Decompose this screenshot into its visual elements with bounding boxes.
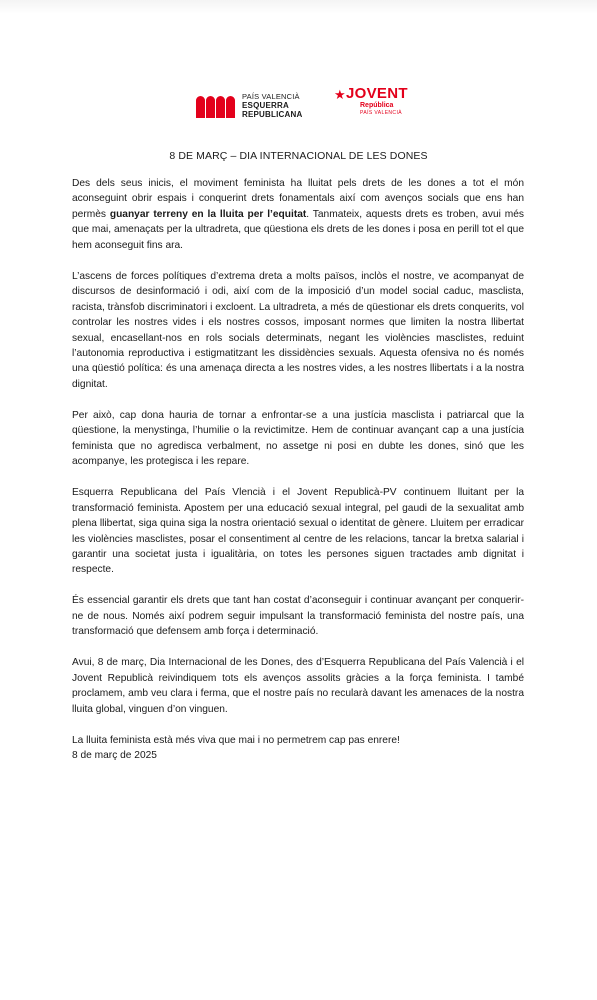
erc-logo-line3: REPUBLICANA	[242, 110, 303, 119]
paragraph-6: Avui, 8 de març, Dia Internacional de les Dones, des d’Esquerra Republicana del País Valencià i el Jovent Republicà reivindiquem tots els avenços assolits gràcies a la força feminista. I també proclamem, amb veu clara i ferma, que el nostre país no recularà davant les amenaces de la nostra lluita global, vinguen d’on vinguen.	[72, 657, 524, 715]
jovent-logo-sub: República	[360, 102, 394, 109]
paragraph-1-bold: guanyar terreny en la lluita per l’equitat	[109, 208, 307, 220]
document-title: 8 DE MARÇ – DIA INTERNACIONAL DE LES DONES	[169, 150, 428, 162]
paragraph-4: Esquerra Republicana del País Vlencià i el Jovent Republicà-PV continuem lluitant per la transformació feminista. Apostem per una educació sexual integral, pel gaudi de la sexualitat amb plena llibertat, siga quina siga la nostra orientació sexual o identitat de gènere. Lluitem per erradicar les violències masclistes, posar el consentiment al centre de les relacions, tancar la bretxa salarial i garantir una societat justa i igualitària, on totes les persones siguen tractades amb dignitat i respecte.	[72, 487, 524, 576]
closing-line: La lluita feminista està més viva que mai i no permetrem cap pas enrere!	[72, 734, 400, 746]
paragraph-2: L’ascens de forces polítiques d’extrema dreta a molts països, inclòs el nostre, ve acompanyat de discursos de desinformació i odi, així com de la imposició d’un model social caduc, masclista, racista, trànsfob discriminatori i excloent. La ultradreta, a més de qüestionar els drets conquerits, vol controlar les nostres vides i els nostres cossos, imposant normes que limiten la nostra llibertat sexual, encasellant-nos en rols socials determinats, negant les violències masclistes, reduint l’autonomia reproductiva i estigmatitzant les dissidències sexuals. Aquesta ofensiva no és només una qüestió política: és una amenaça directa a les nostres vides, a les nostres llibertats i a la nostra dignitat.	[72, 270, 524, 390]
paragraph-3: Per això, cap dona hauria de tornar a enfrontar-se a una justícia masclista i patriarcal que la qüestione, la menystinga, l’humilie o la revictimitze. Hem de continuar avançant cap a una justícia feminista que no agredisca verbalment, no assetge ni posi en dubte les dones, sinó que les acompanye, les protegisca i les repare.	[72, 409, 524, 468]
erc-arches-icon	[196, 96, 236, 118]
top-shadow	[0, 0, 597, 14]
document-body	[72, 176, 524, 764]
erc-logo-line2: ESQUERRA	[242, 101, 289, 110]
jovent-logo	[334, 85, 408, 122]
paragraph-1	[72, 176, 524, 253]
star-icon: ★	[334, 87, 346, 102]
paragraph-1-end: . Tanmateix, aquests drets es troben, avui més que mai, amenaçats per la ultradreta, que qüestiona els drets de les dones i posa en perill tot el que hem aconseguit fins ara.	[72, 208, 524, 251]
logo-header	[0, 86, 597, 122]
erc-logo-line1: PAÍS VALENCIÀ	[242, 92, 300, 101]
paragraph-5: És essencial garantir els drets que tant han costat d’aconseguir i continuar avançant per conquerir-ne de nous. Només així podrem seguir impulsant la transformació feminista del nostre país, una transformació que defensem amb força i determinació.	[72, 595, 524, 638]
erc-logo-text	[242, 92, 302, 119]
erc-logo	[196, 88, 308, 122]
paragraph-1-start: Des dels seus inicis, el moviment feminista ha lluitat pels drets de les dones a tot el món aconseguint obrir espais i conquerint drets fonamentals així com avenços socials que ens han permès	[72, 178, 524, 220]
jovent-logo-sub2: PAÍS VALENCIÀ	[360, 110, 402, 116]
jovent-logo-word: JOVENT	[346, 85, 408, 102]
date-line: 8 de març de 2025	[72, 750, 157, 762]
